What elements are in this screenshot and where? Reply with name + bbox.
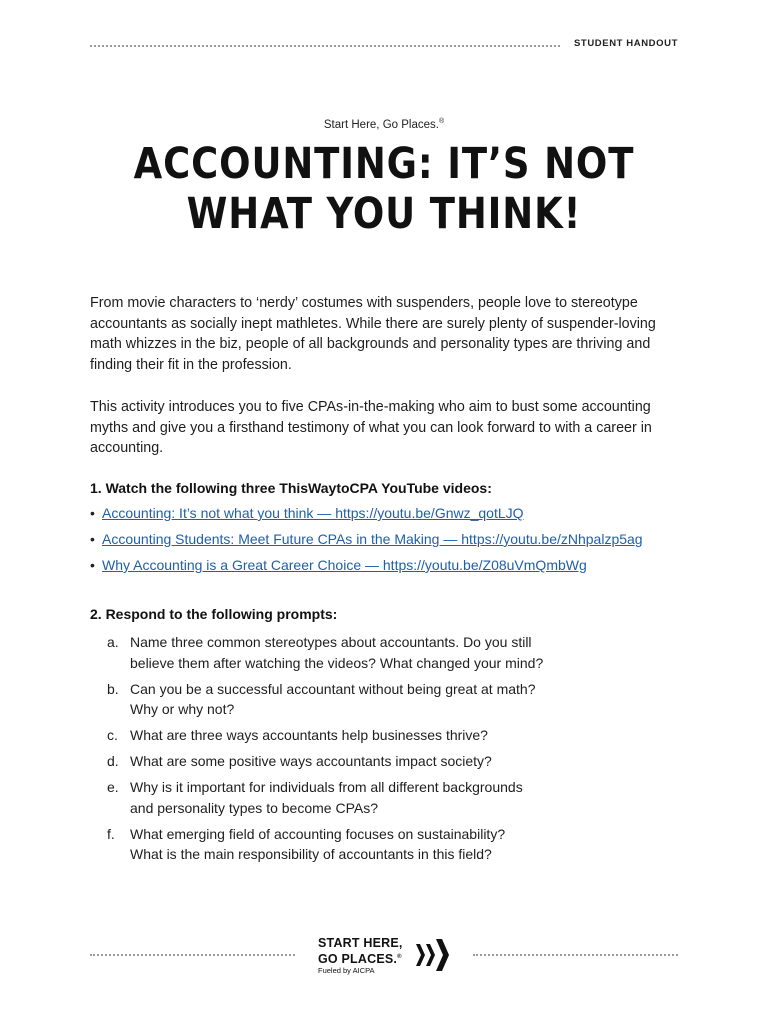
page-footer: [90, 932, 678, 982]
prompt-item: [90, 751, 690, 772]
prompts-section-title: 2. Respond to the following prompts:: [90, 606, 338, 622]
chevrons-icon: [414, 936, 452, 974]
prompt-line: What are three ways accountants help businesses thrive?: [130, 727, 488, 743]
prompt-line: Name three common stereotypes about accountants. Do you still: [130, 634, 532, 650]
prompt-item: [90, 824, 690, 865]
logo-line-3: Fueled by AICPA: [318, 966, 375, 976]
list-item: [90, 530, 690, 556]
video-link-3[interactable]: Why Accounting is a Great Career Choice — https://youtu.be/Z08uVmQmbWg: [102, 557, 587, 573]
prompt-letter: a.: [107, 634, 119, 650]
video-section: [90, 480, 690, 582]
header-tag: STUDENT HANDOUT: [574, 38, 678, 49]
tagline: [0, 118, 768, 131]
video-section-title: 1. Watch the following three ThisWaytoCPA YouTube videos:: [90, 480, 492, 496]
video-link-2[interactable]: Accounting Students: Meet Future CPAs in the Making — https://youtu.be/zNhpalzp5ag: [102, 531, 643, 547]
page-title: [54, 139, 714, 239]
prompt-line: What are some positive ways accountants impact society?: [130, 753, 492, 769]
bullet: •: [90, 557, 95, 573]
prompt-line: and personality types to become CPAs?: [130, 799, 378, 816]
video-link-list: [90, 504, 690, 582]
tagline-registered-mark: ®: [438, 118, 445, 125]
page-header: [90, 38, 678, 52]
title-line-2: WHAT YOU THINK!: [186, 189, 582, 239]
intro-paragraph-2: This activity introduces you to five CPAs-in-the-making who aim to bust some accounting myths and give you a firsthand testimony of what you can look forward to with a career in accounting.: [90, 399, 652, 457]
logo-line-2-text: GO PLACES.: [318, 952, 398, 967]
prompts-section: [90, 606, 690, 870]
logo-line-1: START HERE,: [318, 936, 403, 950]
logo-registered-mark: ®: [397, 954, 402, 960]
prompt-line: What is the main responsibility of accountants in this field?: [130, 846, 492, 862]
prompt-letter: f.: [107, 825, 115, 842]
footer-dotted-rule-right: [473, 954, 678, 956]
prompt-item: [90, 777, 690, 818]
prompt-line: believe them after watching the videos? What changed your mind?: [130, 654, 544, 671]
title-line-1: ACCOUNTING: IT’S NOT: [133, 139, 635, 189]
bullet: •: [90, 531, 95, 547]
prompt-item: [90, 679, 690, 720]
tagline-text: Start Here, Go Places.: [323, 118, 439, 131]
footer-dotted-rule-left: [90, 954, 295, 956]
header-dotted-rule: [90, 45, 560, 47]
prompt-letter: e.: [107, 779, 119, 795]
prompt-line: Why or why not?: [130, 701, 235, 717]
prompt-line: Why is it important for individuals from all different backgrounds: [130, 779, 523, 795]
intro-paragraph-1: From movie characters to ‘nerdy’ costumes with suspenders, people love to stereotype accountants as socially inept mathletes. While there are surely plenty of suspender-loving math whizzes in the biz, people of all backgrounds and personality types are thriving and finding their fit in the profession.: [90, 295, 656, 374]
list-item: [90, 504, 690, 530]
prompt-item: [90, 725, 690, 746]
prompt-line: Can you be a successful accountant without being great at math?: [130, 680, 536, 697]
list-item: [90, 556, 690, 582]
prompt-letter: b.: [107, 680, 119, 697]
prompt-letter: d.: [107, 753, 119, 769]
prompt-line: What emerging field of accounting focuses on sustainability?: [130, 825, 506, 842]
prompt-letter: c.: [107, 727, 118, 743]
prompt-list: [90, 632, 690, 865]
prompt-item: [90, 632, 690, 673]
video-link-1[interactable]: Accounting: It’s not what you think — https://youtu.be/Gnwz_qotLJQ: [102, 505, 524, 521]
start-here-logo: [318, 936, 458, 982]
bullet: •: [90, 505, 95, 521]
